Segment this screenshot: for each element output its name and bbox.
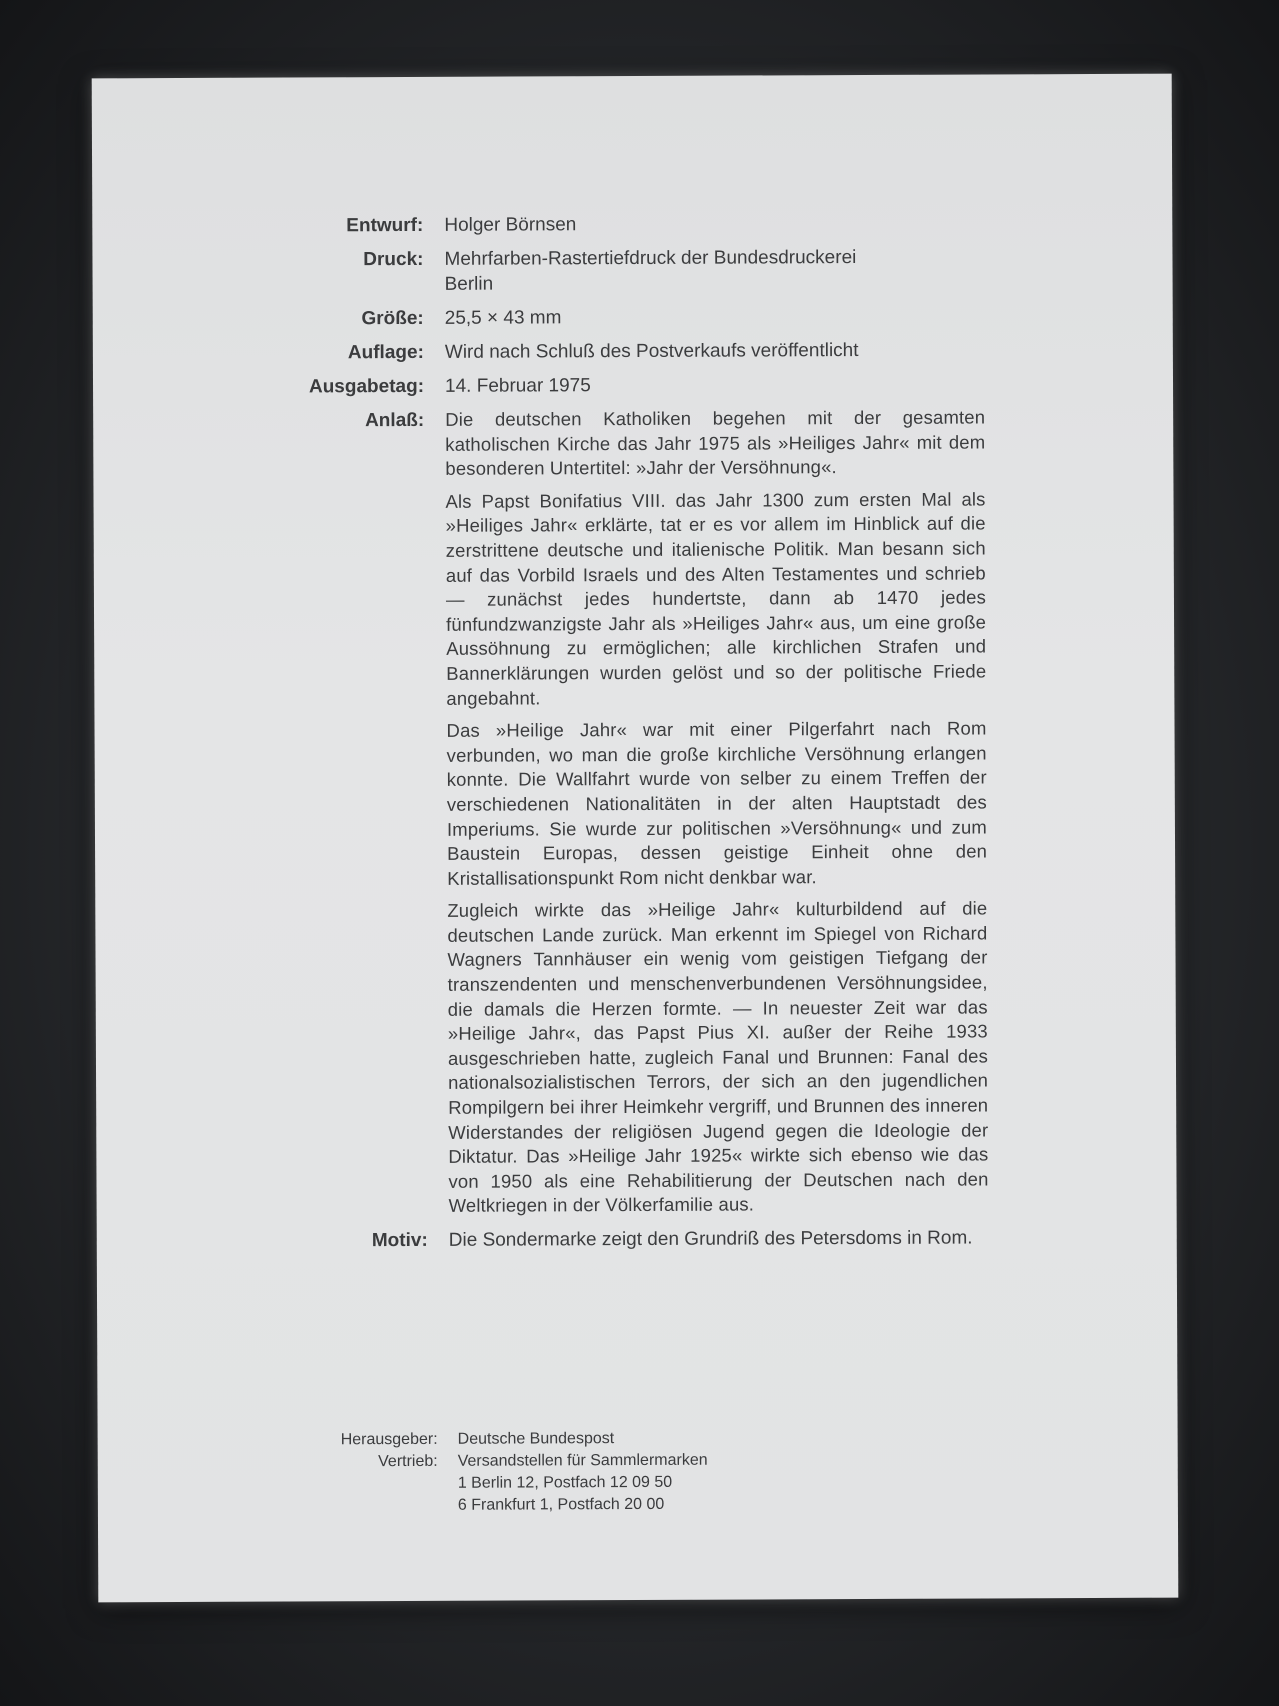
stamp-info-fields	[92, 210, 1177, 1264]
address-line: Versandstellen für Sammlermarken	[457, 1451, 708, 1470]
field-motiv	[97, 1225, 1177, 1255]
field-label: Auflage:	[347, 341, 424, 364]
field-groesse	[93, 303, 1173, 333]
value-line: Berlin	[444, 273, 494, 295]
paragraph: Als Papst Bonifatius VIII. das Jahr 1300 zum ersten Mal als »Heiliges Jahr« erklärte, tat er es vor allem im Hinblick auf die zerstrittene deutsche und italienische Politik. Man besann sich auf das Vorbild Israels und des Alten Testamentes und schrieb — zunächst jedes hundertste, dann ab 1470 jedes fünfundzwanzigste Jahr als »Heiliges Jahr« aus, um eine große Aussöhnung zu ermöglichen; alle kirchlichen Strafen und Bannerklärungen wurden gelöst und so der politische Friede angebahnt.	[445, 488, 987, 709]
field-value: 14. Februar 1975	[444, 375, 591, 397]
document-sheet	[92, 74, 1179, 1603]
field-value: Die Sondermarke zeigt den Grundriß des Petersdoms in Rom.	[448, 1227, 973, 1251]
paragraph: Das »Heilige Jahr« war mit einer Pilgerfahrt nach Rom verbunden, wo man die große kirchliche Versöhnung erlangen konnte. Die Wallfahrt wurde von selber zu einem Treffen der verschiedenen Nationalitäten in der alten Hauptstadt des Imperiums. Sie wurde zur politischen »Versöhnung« und zum Baustein Europas, dessen geistige Einheit ohne den Kristallisationspunkt Rom nicht denkbar war.	[446, 717, 988, 889]
paragraph: Die deutschen Katholiken begehen mit der gesamten katholischen Kirche das Jahr 1975 als »Heiliges Jahr« mit dem besonderen Untertitel: »Jahr der Versöhnung«.	[445, 406, 986, 480]
field-entwurf	[92, 210, 1172, 240]
field-label: Druck:	[363, 248, 424, 271]
field-ausgabetag	[93, 371, 1173, 401]
field-label: Größe:	[361, 307, 424, 330]
publisher-footer	[98, 1426, 1178, 1519]
field-auflage	[93, 337, 1173, 367]
address-line: 6 Frankfurt 1, Postfach 20 00	[457, 1495, 665, 1514]
field-label: Motiv:	[371, 1229, 428, 1252]
address-line: 1 Berlin 12, Postfach 12 09 50	[457, 1473, 673, 1492]
field-label: Anlaß:	[365, 409, 425, 432]
footer-label: Vertrieb:	[378, 1452, 438, 1471]
field-anlass	[93, 405, 1177, 1221]
footer-value: Deutsche Bundespost	[457, 1430, 615, 1448]
footer-label: Herausgeber:	[340, 1430, 438, 1449]
field-label: Entwurf:	[346, 214, 424, 237]
field-value: 25,5 × 43 mm	[444, 307, 562, 329]
field-value: Wird nach Schluß des Postverkaufs veröffentlicht	[444, 340, 859, 363]
field-value: Holger Börnsen	[444, 214, 577, 236]
paragraph: Zugleich wirkte das »Heilige Jahr« kulturbildend auf die deutschen Lande zurück. Man erkennt im Spiegel von Richard Wagners Tannhäuser ein wenig vom geistigen Tiefgang der transzendenten und menschenverbundenen Versöhnungsidee, die damals die Herzen formte. — In neuester Zeit war das »Heilige Jahr«, das Papst Pius XI. außer der Reihe 1933 ausgeschrieben hatte, zugleich Fanal und Brunnen: Fanal des nationalsozialistischen Terrors, der sich an den jugendlichen Rompilgern bei ihrer Heimkehr vergriff, und Brunnen des inneren Widerstandes der religiösen Jugend gegen die Ideologie der Diktatur. Das »Heilige Jahr 1925« wirkte sich ebenso wie das von 1950 als eine Rehabilitierung der Deutschen nach den Weltkriegen in der Völkerfamilie aus.	[447, 897, 989, 1217]
field-value	[444, 244, 984, 296]
value-line: Mehrfarben-Rastertiefdruck der Bundesdruckerei	[444, 247, 857, 270]
footer-value	[458, 1449, 958, 1517]
footer-vertrieb	[98, 1448, 1178, 1519]
field-label: Ausgabetag:	[308, 375, 425, 398]
field-value	[445, 405, 989, 1218]
field-druck	[92, 244, 1172, 299]
